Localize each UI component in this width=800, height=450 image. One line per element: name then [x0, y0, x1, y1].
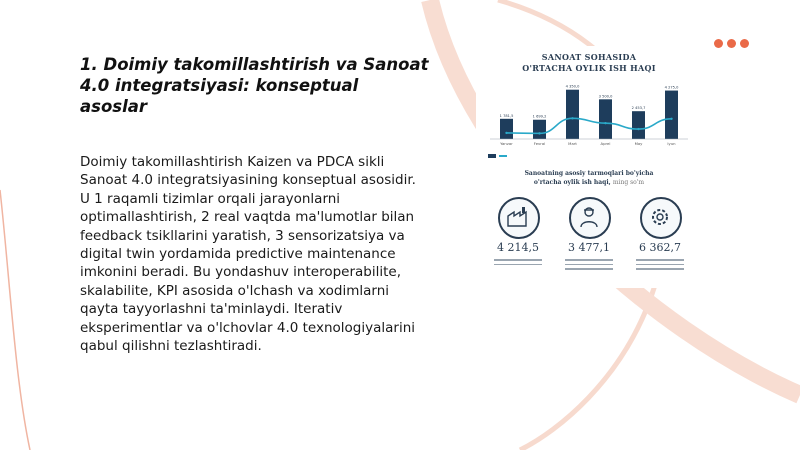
chart-bar — [665, 91, 678, 139]
trend-point — [505, 132, 507, 134]
stat-value: 4 214,5 — [497, 241, 539, 254]
chart-bar — [533, 120, 546, 139]
infographic-subtitle-line2 — [496, 179, 682, 186]
trend-point — [637, 128, 639, 130]
slide-title: 1. Doimiy takomillashtirish va Sanoat 4.0 integratsiyasi: konseptual asoslar — [80, 55, 429, 116]
gear-icon — [640, 197, 682, 239]
stat-card-worker — [555, 193, 623, 281]
bar-value-label: 1 781,5 — [499, 113, 514, 118]
infographic-title-line1: SANOAT SOHASIDA — [541, 52, 637, 62]
infographic-subtitle-line1: Sanoatning asosiy tarmoqlari bo'yicha — [524, 170, 654, 177]
chart-bar — [599, 99, 612, 139]
stat-caption-lines — [636, 259, 684, 273]
trend-point — [604, 122, 606, 124]
chart-bar — [566, 90, 579, 139]
x-tick-label: Aprel — [600, 141, 611, 146]
subtitle-unit: ming so'm — [612, 179, 645, 186]
infographic-image — [476, 46, 702, 288]
slide-body-text: Doimiy takomillashtirish Kaizen va PDCA sikli Sanoat 4.0 integratsiyasining konseptual asosidir. U 1 raqamli tizimlar orqali jarayonlarni optimallashtirish, 2 real vaqtda ma'lumotlar bilan feedback tsikllarini yaratish, 3 sensorizatsiya va digital twin yordamida predictive maintenance imkonini beradi. Bu yondashuv interoperabilite, skalabilite, KPI asosida o'lchash va xodimlarni qayta tayyorlashni ta'minlaydi. Iterativ eksperimentlar va o'lchovlar 4.0 texnologiyalarini qabul qilishni tezlashtiradi. — [80, 154, 416, 355]
more-dots-icon[interactable] — [714, 39, 749, 48]
stat-card-factory — [484, 193, 552, 281]
chart-bar — [632, 111, 645, 139]
salary-bar-chart — [476, 46, 702, 156]
factory-icon — [498, 197, 540, 239]
infographic-title-line2: O'RTACHA OYLIK ISH HAQI — [522, 63, 656, 73]
stat-caption-lines — [565, 259, 613, 273]
x-tick-label: Iyun — [667, 141, 676, 146]
trend-point — [571, 117, 573, 119]
x-tick-label: Fevral — [533, 141, 546, 146]
bar-value-label: 2 453,7 — [631, 106, 646, 111]
bar-value-label: 4 275,0 — [664, 85, 679, 90]
dot — [740, 39, 749, 48]
trend-line — [507, 118, 672, 133]
x-tick-label: Yanvar — [500, 141, 513, 146]
stat-caption-lines — [494, 259, 542, 268]
x-tick-label: Mart — [568, 141, 577, 146]
legend-bar-swatch — [488, 154, 496, 158]
x-tick-label: May — [634, 141, 643, 146]
dot — [714, 39, 723, 48]
decorative-line-left — [0, 190, 30, 450]
trend-point — [538, 132, 540, 134]
stat-value: 6 362,7 — [639, 241, 681, 254]
chart-legend — [488, 154, 507, 158]
worker-icon — [569, 197, 611, 239]
bar-value-label: 1 699,2 — [532, 114, 547, 119]
bar-value-label: 3 500,0 — [598, 94, 613, 99]
stat-card-gear — [626, 193, 694, 281]
chart-bar — [500, 119, 513, 139]
stat-value: 3 477,1 — [568, 241, 610, 254]
trend-point — [670, 118, 672, 120]
bar-value-label: 4 350,0 — [565, 84, 580, 89]
subtitle-text: o'rtacha oylik ish haqi, — [533, 179, 611, 186]
legend-line-swatch — [499, 155, 507, 157]
dot — [727, 39, 736, 48]
